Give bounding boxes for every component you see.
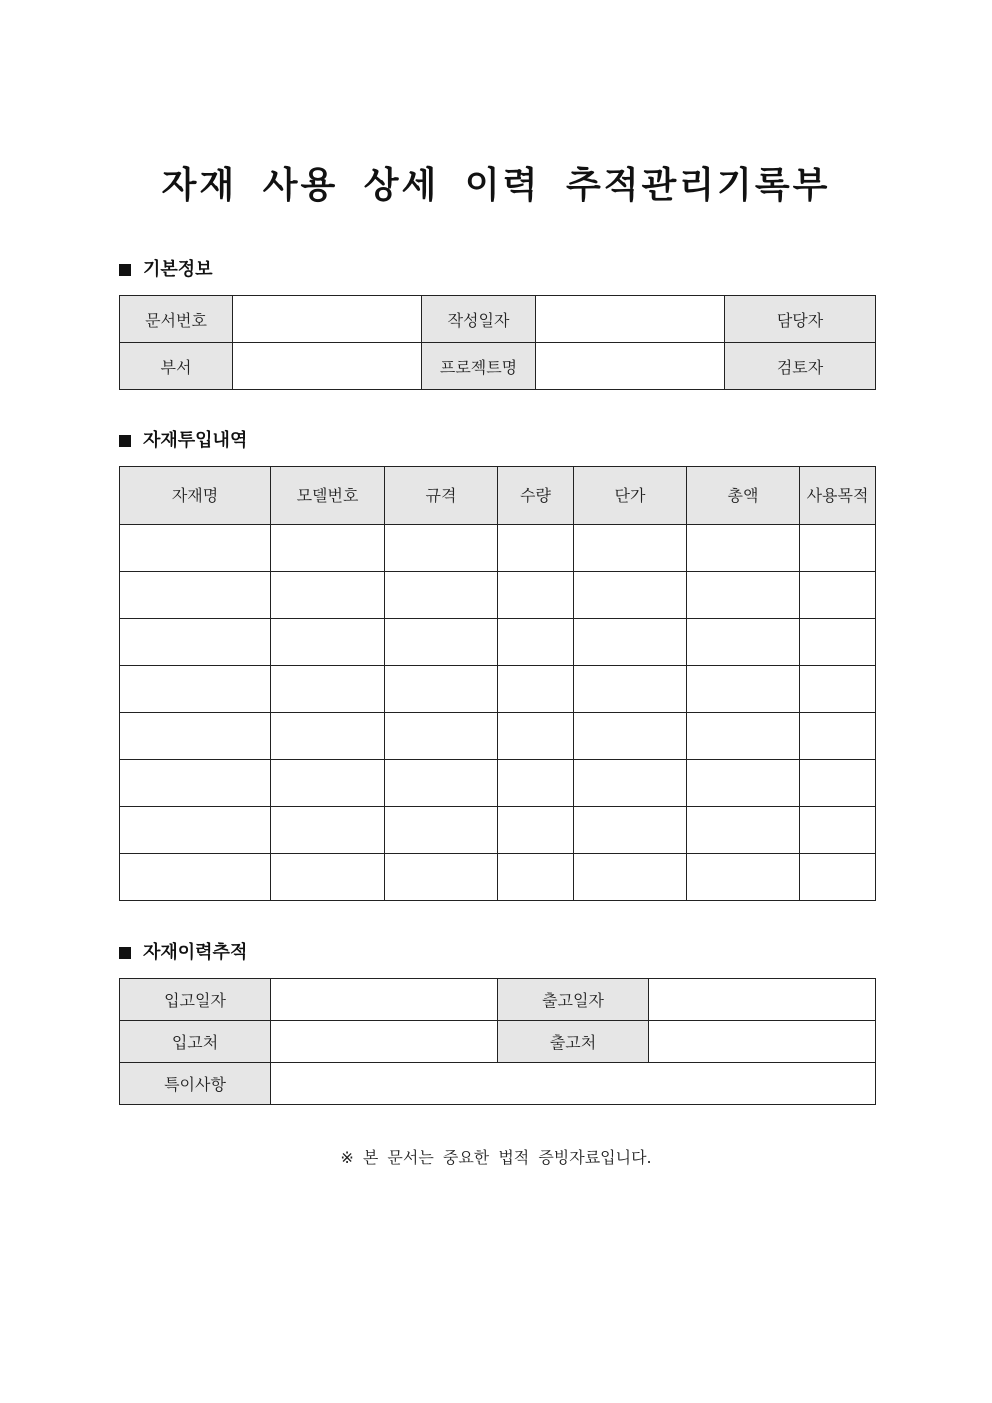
table-cell[interactable]	[574, 525, 687, 572]
inbound-place-field[interactable]	[271, 1021, 498, 1063]
table-cell[interactable]	[800, 854, 876, 901]
col-header-purpose: 사용목적	[800, 467, 876, 525]
table-cell[interactable]	[687, 807, 800, 854]
table-row	[120, 343, 876, 390]
department-field[interactable]	[233, 343, 422, 390]
table-cell[interactable]	[120, 666, 271, 713]
table-row	[120, 525, 876, 572]
table-cell[interactable]	[574, 572, 687, 619]
history-table	[119, 978, 876, 1105]
table-row	[120, 296, 876, 343]
table-cell[interactable]	[271, 525, 385, 572]
table-cell[interactable]	[498, 619, 574, 666]
table-cell[interactable]	[120, 854, 271, 901]
created-date-field[interactable]	[536, 296, 725, 343]
table-row	[120, 572, 876, 619]
square-bullet-icon	[119, 947, 131, 959]
outbound-place-field[interactable]	[649, 1021, 876, 1063]
table-cell[interactable]	[385, 713, 498, 760]
table-cell[interactable]	[498, 807, 574, 854]
basic-info-table	[119, 295, 876, 390]
table-cell[interactable]	[687, 760, 800, 807]
square-bullet-icon	[119, 435, 131, 447]
table-row	[120, 713, 876, 760]
outbound-date-label: 출고일자	[498, 979, 649, 1021]
table-cell[interactable]	[574, 619, 687, 666]
table-cell[interactable]	[385, 572, 498, 619]
table-cell[interactable]	[800, 666, 876, 713]
manager-label: 담당자	[725, 296, 876, 343]
table-cell[interactable]	[800, 572, 876, 619]
col-header-total: 총액	[687, 467, 800, 525]
table-cell[interactable]	[498, 713, 574, 760]
table-cell[interactable]	[385, 854, 498, 901]
table-cell[interactable]	[120, 760, 271, 807]
table-cell[interactable]	[687, 525, 800, 572]
table-cell[interactable]	[120, 572, 271, 619]
inbound-place-label: 입고처	[120, 1021, 271, 1063]
remarks-field[interactable]	[271, 1063, 876, 1105]
table-cell[interactable]	[687, 666, 800, 713]
outbound-place-label: 출고처	[498, 1021, 649, 1063]
table-cell[interactable]	[385, 619, 498, 666]
table-cell[interactable]	[687, 619, 800, 666]
department-label: 부서	[120, 343, 233, 390]
table-row	[120, 619, 876, 666]
table-cell[interactable]	[120, 713, 271, 760]
document-title: 자재 사용 상세 이력 추적관리기록부	[161, 165, 831, 206]
table-cell[interactable]	[574, 713, 687, 760]
inbound-date-field[interactable]	[271, 979, 498, 1021]
table-cell[interactable]	[800, 525, 876, 572]
table-cell[interactable]	[385, 760, 498, 807]
table-cell[interactable]	[498, 525, 574, 572]
section-history	[119, 941, 247, 965]
table-cell[interactable]	[271, 760, 385, 807]
table-cell[interactable]	[800, 713, 876, 760]
footer-note: ※ 본 문서는 중요한 법적 증빙자료입니다.	[340, 1148, 652, 1167]
table-cell[interactable]	[800, 760, 876, 807]
table-row	[120, 760, 876, 807]
doc-number-field[interactable]	[233, 296, 422, 343]
table-row	[120, 1063, 876, 1105]
project-name-field[interactable]	[536, 343, 725, 390]
col-header-unit-price: 단가	[574, 467, 687, 525]
section-heading: 자재이력추적	[143, 942, 248, 963]
col-header-material-name: 자재명	[120, 467, 271, 525]
table-cell[interactable]	[385, 807, 498, 854]
table-cell[interactable]	[574, 760, 687, 807]
materials-table	[119, 466, 876, 901]
table-cell[interactable]	[574, 807, 687, 854]
table-row	[120, 854, 876, 901]
table-cell[interactable]	[498, 760, 574, 807]
table-cell[interactable]	[120, 619, 271, 666]
col-header-model-number: 모델번호	[271, 467, 385, 525]
table-cell[interactable]	[498, 854, 574, 901]
table-cell[interactable]	[271, 619, 385, 666]
square-bullet-icon	[119, 264, 131, 276]
table-cell[interactable]	[574, 666, 687, 713]
table-cell[interactable]	[385, 525, 498, 572]
table-cell[interactable]	[498, 572, 574, 619]
table-cell[interactable]	[687, 572, 800, 619]
col-header-spec: 규격	[385, 467, 498, 525]
table-cell[interactable]	[271, 807, 385, 854]
table-cell[interactable]	[498, 666, 574, 713]
table-cell[interactable]	[574, 854, 687, 901]
table-cell[interactable]	[687, 713, 800, 760]
table-cell[interactable]	[271, 854, 385, 901]
project-name-label: 프로젝트명	[422, 343, 536, 390]
inbound-date-label: 입고일자	[120, 979, 271, 1021]
section-heading: 기본정보	[143, 259, 213, 280]
created-date-label: 작성일자	[422, 296, 536, 343]
reviewer-label: 검토자	[725, 343, 876, 390]
table-cell[interactable]	[271, 666, 385, 713]
outbound-date-field[interactable]	[649, 979, 876, 1021]
table-cell[interactable]	[120, 807, 271, 854]
table-cell[interactable]	[800, 619, 876, 666]
table-cell[interactable]	[120, 525, 271, 572]
table-row	[120, 1021, 876, 1063]
table-cell[interactable]	[800, 807, 876, 854]
col-header-quantity: 수량	[498, 467, 574, 525]
table-row	[120, 979, 876, 1021]
table-cell[interactable]	[271, 713, 385, 760]
section-materials	[119, 429, 247, 453]
table-row	[120, 666, 876, 713]
table-cell[interactable]	[687, 854, 800, 901]
doc-number-label: 문서번호	[120, 296, 233, 343]
table-cell[interactable]	[385, 666, 498, 713]
table-header-row	[120, 467, 876, 525]
section-basic-info	[119, 258, 213, 282]
table-row	[120, 807, 876, 854]
table-cell[interactable]	[271, 572, 385, 619]
section-heading: 자재투입내역	[143, 430, 248, 451]
remarks-label: 특이사항	[120, 1063, 271, 1105]
